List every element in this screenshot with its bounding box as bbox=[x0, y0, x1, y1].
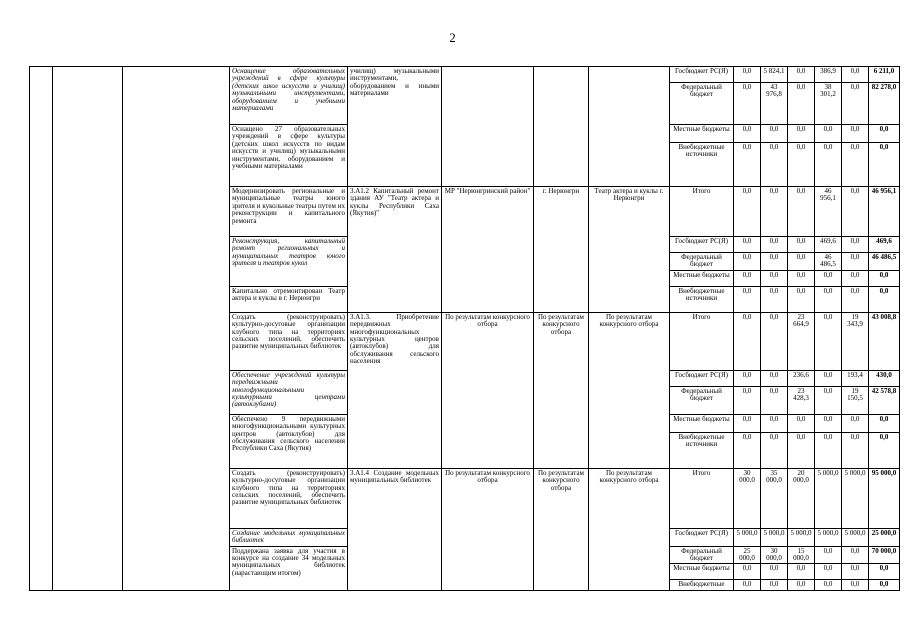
event-cell: училищ) музыкальными инструментами, оборудованием и иными материалами bbox=[348, 67, 442, 187]
fin-cell: 0,0 bbox=[734, 370, 761, 386]
fin-cell: 0,0 bbox=[734, 143, 761, 187]
fin-cell: 386,9 bbox=[815, 67, 842, 83]
fin-cell: 0,0 bbox=[761, 370, 788, 386]
place-cell: г. Нерюнгри bbox=[534, 187, 589, 313]
fin-cell: 0,0 bbox=[815, 386, 842, 414]
fin-total: 0,0 bbox=[869, 270, 900, 286]
fin-cell: 236,6 bbox=[788, 370, 815, 386]
fin-cell: 0,0 bbox=[761, 143, 788, 187]
executor-cell: По результатам конкурсного отбора bbox=[442, 468, 534, 590]
executor-cell: По результатам конкурсного отбора bbox=[442, 312, 534, 468]
fin-cell: 0,0 bbox=[788, 67, 815, 83]
fin-cell: 0,0 bbox=[761, 187, 788, 237]
object-cell bbox=[589, 67, 670, 187]
fin-cell: 0,0 bbox=[761, 386, 788, 414]
fin-cell: 0,0 bbox=[842, 286, 869, 312]
fin-cell: 0,0 bbox=[734, 237, 761, 253]
fin-cell: 0,0 bbox=[842, 270, 869, 286]
source-label: Госбюджет РС(Я) bbox=[670, 370, 734, 386]
fin-cell: 0,0 bbox=[761, 237, 788, 253]
fin-cell: 0,0 bbox=[815, 580, 842, 590]
fin-total: 43 008,8 bbox=[869, 312, 900, 370]
table-row bbox=[30, 67, 900, 83]
fin-total: 469,6 bbox=[869, 237, 900, 253]
fin-cell: 0,0 bbox=[734, 580, 761, 590]
goal-cell: Обеспечено 9 передвижными многофункциональными культурных центров (автоклубов) для обслуживания сельского населения Республики Саха (Якутия) bbox=[230, 414, 348, 468]
source-label: Итого bbox=[670, 187, 734, 237]
fin-cell: 0,0 bbox=[815, 370, 842, 386]
fin-cell: 0,0 bbox=[788, 270, 815, 286]
fin-total: 70 000,0 bbox=[869, 546, 900, 564]
fin-cell: 0,0 bbox=[788, 83, 815, 125]
fin-cell: 0,0 bbox=[788, 237, 815, 253]
fin-cell: 46 956,1 bbox=[815, 187, 842, 237]
source-label: Местные бюджеты bbox=[670, 270, 734, 286]
fin-cell: 0,0 bbox=[815, 125, 842, 143]
fin-cell: 5 000,0 bbox=[734, 528, 761, 546]
fin-cell: 0,0 bbox=[788, 580, 815, 590]
fin-cell: 35 000,0 bbox=[761, 468, 788, 528]
object-cell: По результатам конкурсного отбора bbox=[589, 312, 670, 468]
source-label: Федеральный бюджет bbox=[670, 546, 734, 564]
fin-cell: 0,0 bbox=[842, 564, 869, 580]
fin-cell: 30 000,0 bbox=[734, 468, 761, 528]
executor-cell: МР "Нерюнгринский район" bbox=[442, 187, 534, 313]
fin-cell: 5 000,0 bbox=[842, 468, 869, 528]
executor-cell bbox=[442, 67, 534, 187]
source-label: Госбюджет РС(Я) bbox=[670, 67, 734, 83]
source-label: Госбюджет РС(Я) bbox=[670, 237, 734, 253]
fin-cell: 46 486,5 bbox=[815, 253, 842, 271]
source-label: Внебюджетные источники bbox=[670, 432, 734, 468]
source-label: Местные бюджеты bbox=[670, 125, 734, 143]
fin-total: 0,0 bbox=[869, 580, 900, 590]
fin-cell: 0,0 bbox=[761, 564, 788, 580]
fin-cell: 15 000,0 bbox=[788, 546, 815, 564]
fin-cell: 0,0 bbox=[761, 270, 788, 286]
fin-cell: 23 664,9 bbox=[788, 312, 815, 370]
fin-cell: 0,0 bbox=[842, 187, 869, 237]
blank-cell bbox=[123, 67, 230, 591]
fin-cell: 0,0 bbox=[761, 253, 788, 271]
fin-cell: 0,0 bbox=[842, 143, 869, 187]
fin-total: 46 486,5 bbox=[869, 253, 900, 271]
source-label: Местные бюджеты bbox=[670, 414, 734, 432]
event-cell: 3.А1.4 Создание модельных муниципальных библиотек bbox=[348, 468, 442, 590]
fin-cell: 0,0 bbox=[788, 125, 815, 143]
fin-cell: 193,4 bbox=[842, 370, 869, 386]
fin-total: 6 211,0 bbox=[869, 67, 900, 83]
fin-cell: 0,0 bbox=[734, 312, 761, 370]
fin-total: 95 000,0 bbox=[869, 468, 900, 528]
fin-cell: 0,0 bbox=[734, 83, 761, 125]
program-table bbox=[29, 66, 900, 591]
fin-total: 25 000,0 bbox=[869, 528, 900, 546]
source-label: Федеральный бюджет bbox=[670, 253, 734, 271]
fin-cell: 5 000,0 bbox=[815, 468, 842, 528]
fin-total: 430,0 bbox=[869, 370, 900, 386]
event-cell: 3.А1.3. Приобретение передвижных многофункциональных культурных центров (автоклубов) для обслуживания сельского населения bbox=[348, 312, 442, 468]
fin-cell: 5 000,0 bbox=[761, 528, 788, 546]
fin-total: 0,0 bbox=[869, 286, 900, 312]
goal-cell: Поддержана заявка для участия в конкурсе на создание 34 модельных муниципальных библиотек (нарастающим итогом) bbox=[230, 546, 348, 590]
page-number: 2 bbox=[449, 30, 456, 45]
goal-cell: Создать (реконструировать) культурно-досуговые организации клубного типа на территориях сельских поселений, обеспечить развитие муниципальных библиотек bbox=[230, 312, 348, 370]
goal-cell: Обеспечение учреждений культуры передвижными многофункциональными культурными центрами (автоклубами) bbox=[230, 370, 348, 414]
fin-cell: 5 000,0 bbox=[788, 528, 815, 546]
blank-cell bbox=[53, 67, 123, 591]
fin-cell: 0,0 bbox=[788, 143, 815, 187]
goal-cell: Реконструкция, капитальный ремонт региональных и муниципальных театров юного зрителя и театров кукол bbox=[230, 237, 348, 287]
fin-cell: 0,0 bbox=[815, 286, 842, 312]
object-cell: По результатам конкурсного отбора bbox=[589, 468, 670, 590]
fin-cell: 0,0 bbox=[815, 270, 842, 286]
fin-cell: 0,0 bbox=[761, 125, 788, 143]
source-label: Федеральный бюджет bbox=[670, 83, 734, 125]
fin-cell: 0,0 bbox=[842, 432, 869, 468]
fin-total: 46 956,1 bbox=[869, 187, 900, 237]
fin-cell: 30 000,0 bbox=[761, 546, 788, 564]
fin-cell: 0,0 bbox=[842, 67, 869, 83]
source-label: Внебюджетные источники bbox=[670, 143, 734, 187]
fin-cell: 0,0 bbox=[815, 143, 842, 187]
fin-cell: 0,0 bbox=[842, 83, 869, 125]
fin-cell: 5 000,0 bbox=[842, 528, 869, 546]
fin-cell: 19 343,9 bbox=[842, 312, 869, 370]
fin-cell: 38 301,2 bbox=[815, 83, 842, 125]
source-label: Федеральный бюджет bbox=[670, 386, 734, 414]
fin-cell: 0,0 bbox=[734, 386, 761, 414]
fin-cell: 0,0 bbox=[815, 546, 842, 564]
goal-cell: Модернизировать региональные и муниципальные театры юного зрителя и кукольные театры путем их реконструкции и капитального ремонта bbox=[230, 187, 348, 237]
goal-cell: Оснащено 27 образовательных учреждений в сфере культуры (детских школ искусств по видам искусств и училищ) музыкальными инструментами, оборудованием и учебными материалами bbox=[230, 125, 348, 187]
place-cell bbox=[534, 67, 589, 187]
fin-cell: 0,0 bbox=[788, 187, 815, 237]
fin-cell: 0,0 bbox=[842, 580, 869, 590]
fin-cell: 0,0 bbox=[842, 253, 869, 271]
fin-cell: 0,0 bbox=[842, 125, 869, 143]
goal-cell: Создать (реконструировать) культурно-досуговые организации клубного типа на территориях сельских поселений, обеспечить развитие муниципальных библиотек bbox=[230, 468, 348, 528]
fin-cell: 0,0 bbox=[734, 414, 761, 432]
fin-cell: 0,0 bbox=[761, 432, 788, 468]
fin-cell: 0,0 bbox=[788, 414, 815, 432]
event-cell: 3.А1.2 Капитальный ремонт здания АУ "Театр актера и куклы Республики Саха (Якутия)" bbox=[348, 187, 442, 313]
place-cell: По результатам конкурсного отбора bbox=[534, 468, 589, 590]
fin-cell: 0,0 bbox=[788, 286, 815, 312]
source-label: Внебюджетные источники bbox=[670, 286, 734, 312]
fin-cell: 0,0 bbox=[815, 414, 842, 432]
object-cell: Театр актера и куклы г. Нерюнгри bbox=[589, 187, 670, 313]
source-label: Итого bbox=[670, 312, 734, 370]
fin-cell: 0,0 bbox=[761, 286, 788, 312]
fin-cell: 0,0 bbox=[734, 270, 761, 286]
fin-cell: 25 000,0 bbox=[734, 546, 761, 564]
fin-total: 0,0 bbox=[869, 143, 900, 187]
fin-cell: 0,0 bbox=[788, 253, 815, 271]
fin-cell: 469,6 bbox=[815, 237, 842, 253]
fin-cell: 20 000,0 bbox=[788, 468, 815, 528]
fin-cell: 0,0 bbox=[815, 564, 842, 580]
fin-cell: 5 824,1 bbox=[761, 67, 788, 83]
fin-cell: 0,0 bbox=[815, 432, 842, 468]
fin-total: 0,0 bbox=[869, 125, 900, 143]
num-cell bbox=[30, 67, 53, 591]
goal-cell: Создание модельных муниципальных библиотек bbox=[230, 528, 348, 546]
fin-cell: 0,0 bbox=[734, 67, 761, 83]
fin-cell: 0,0 bbox=[788, 432, 815, 468]
fin-cell: 0,0 bbox=[788, 564, 815, 580]
fin-cell: 0,0 bbox=[815, 312, 842, 370]
fin-cell: 0,0 bbox=[842, 546, 869, 564]
fin-total: 42 578,8 bbox=[869, 386, 900, 414]
fin-cell: 0,0 bbox=[734, 432, 761, 468]
fin-total: 0,0 bbox=[869, 564, 900, 580]
fin-cell: 0,0 bbox=[734, 286, 761, 312]
fin-cell: 19 150,5 bbox=[842, 386, 869, 414]
goal-cell: Оснащение образовательных учреждений в сфере культуры (детских школ искусств и училищ) музыкальными инструментами, оборудованием и учебными материалами bbox=[230, 67, 348, 125]
fin-cell: 0,0 bbox=[734, 564, 761, 580]
source-label: Итого bbox=[670, 468, 734, 528]
fin-cell: 0,0 bbox=[842, 237, 869, 253]
fin-total: 0,0 bbox=[869, 432, 900, 468]
source-label: Внебюджетные bbox=[670, 580, 734, 590]
fin-cell: 0,0 bbox=[842, 414, 869, 432]
fin-cell: 5 000,0 bbox=[815, 528, 842, 546]
fin-cell: 0,0 bbox=[734, 187, 761, 237]
fin-cell: 0,0 bbox=[761, 580, 788, 590]
place-cell: По результатам конкурсного отбора bbox=[534, 312, 589, 468]
fin-cell: 0,0 bbox=[734, 253, 761, 271]
fin-cell: 0,0 bbox=[761, 414, 788, 432]
fin-total: 0,0 bbox=[869, 414, 900, 432]
source-label: Госбюджет РС(Я) bbox=[670, 528, 734, 546]
fin-cell: 23 428,3 bbox=[788, 386, 815, 414]
fin-cell: 43 976,8 bbox=[761, 83, 788, 125]
source-label: Местные бюджеты bbox=[670, 564, 734, 580]
fin-total: 82 278,0 bbox=[869, 83, 900, 125]
fin-cell: 0,0 bbox=[734, 125, 761, 143]
goal-cell: Капитально отремонтирован Театр актера и куклы в г. Нерюнгри bbox=[230, 286, 348, 312]
fin-cell: 0,0 bbox=[761, 312, 788, 370]
